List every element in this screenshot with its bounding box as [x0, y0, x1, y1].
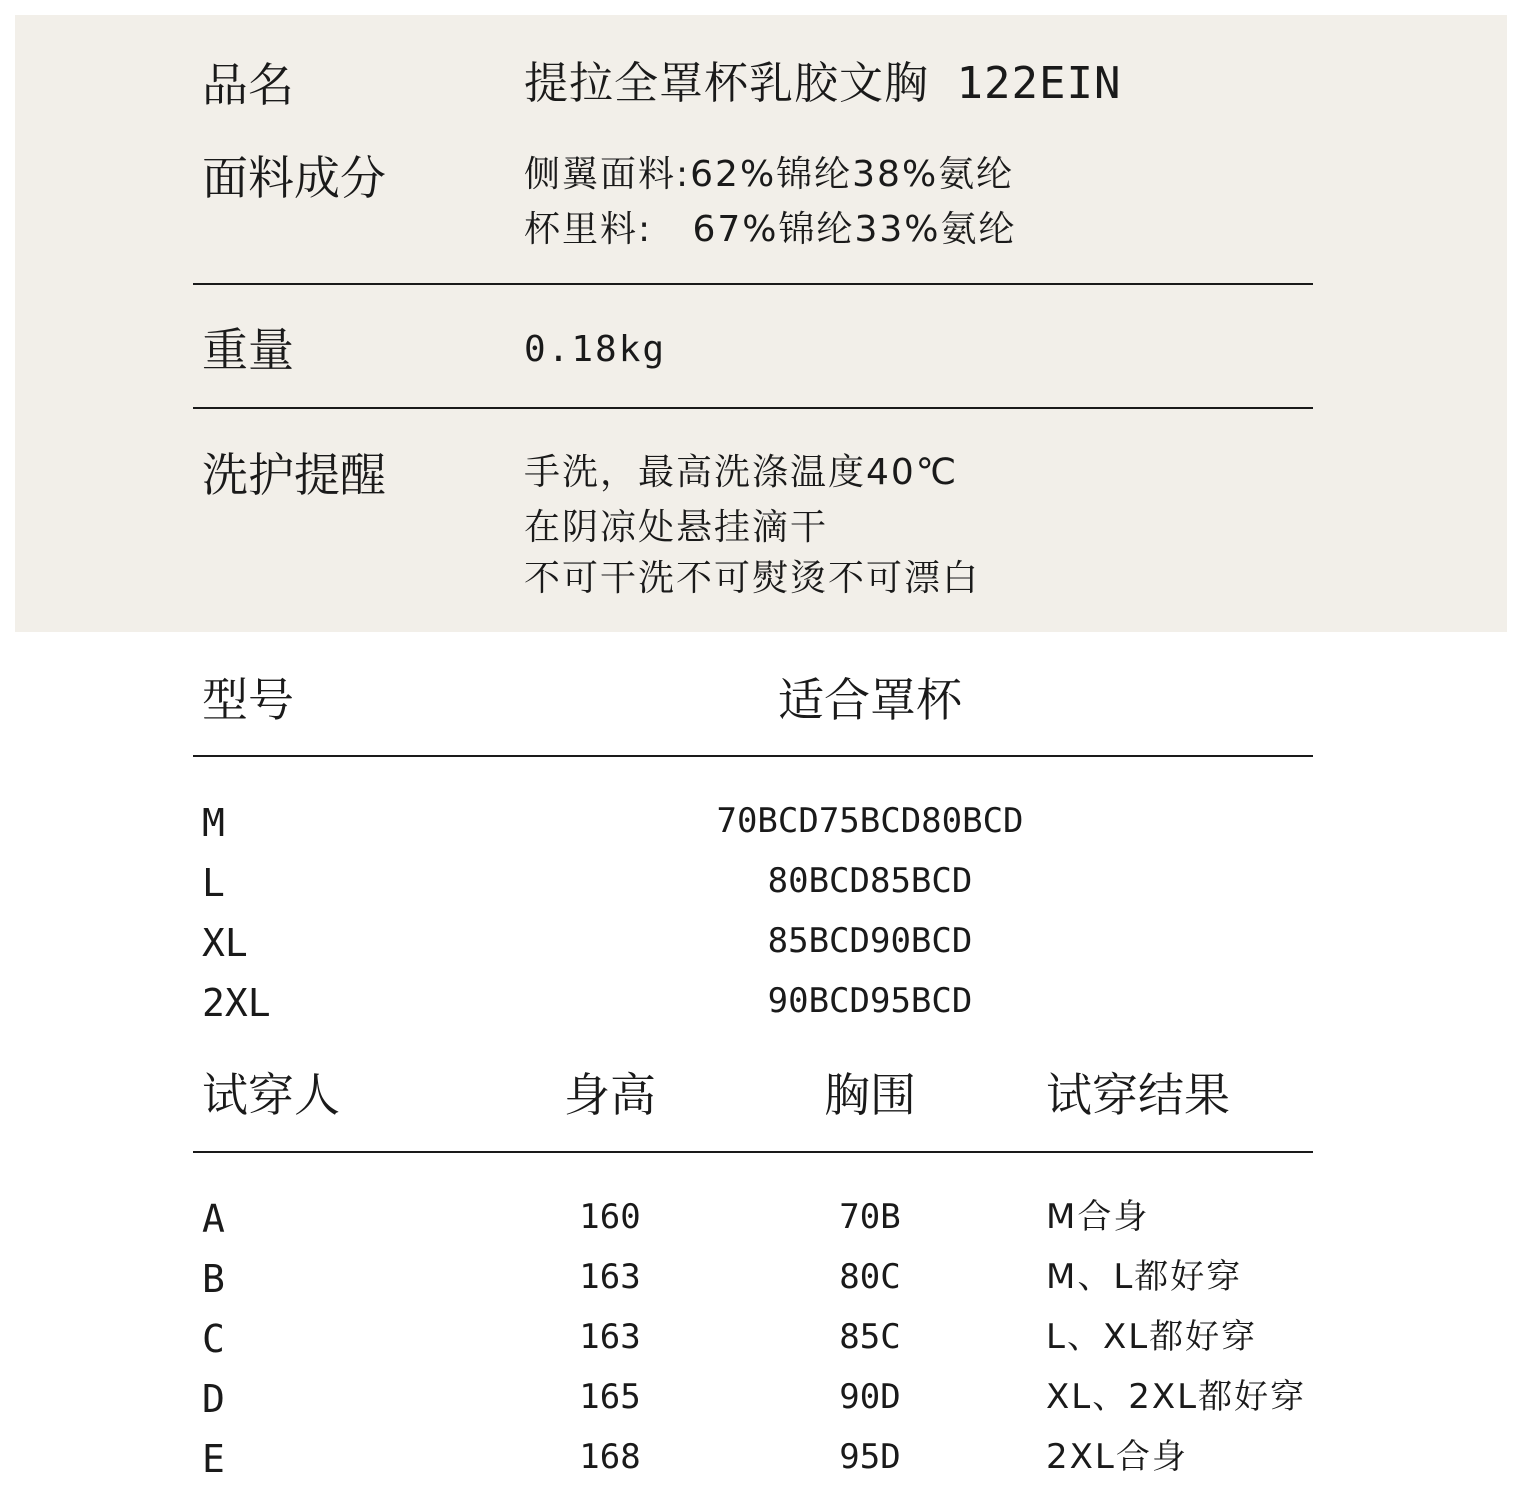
trial-col-header-bust: 胸围: [824, 1068, 916, 1122]
care-line-3: 不可干洗不可熨烫不可漂白: [524, 558, 981, 599]
size-row-size: 2XL: [202, 981, 271, 1025]
size-col-header-cup: 适合罩杯: [778, 673, 962, 727]
fabric-line-2: 杯里料: 67%锦纶33%氨纶: [524, 209, 1017, 250]
trial-row-height: 163: [579, 1317, 641, 1357]
divider: [193, 407, 1313, 409]
trial-row-person: B: [202, 1257, 225, 1301]
size-row-size: L: [202, 861, 225, 905]
size-row-cups: 85BCD90BCD: [767, 921, 973, 961]
trial-row-bust: 90D: [839, 1377, 901, 1417]
product-name-value: 提拉全罩杯乳胶文胸 122EIN: [524, 58, 1122, 109]
size-row-size: M: [202, 801, 225, 845]
trial-row-person: E: [202, 1437, 225, 1481]
trial-row-height: 165: [579, 1377, 641, 1417]
size-col-header-model: 型号: [202, 673, 294, 727]
size-row-cups: 90BCD95BCD: [767, 981, 973, 1021]
trial-row-person: C: [202, 1317, 225, 1361]
divider: [193, 1151, 1313, 1153]
trial-row-person: D: [202, 1377, 225, 1421]
weight-value: 0.18kg: [524, 329, 667, 370]
trial-row-result: L、XL都好穿: [1046, 1317, 1258, 1357]
size-row-size: XL: [202, 921, 248, 965]
trial-col-header-result: 试穿结果: [1046, 1068, 1230, 1122]
fabric-line-1: 侧翼面料:62%锦纶38%氨纶: [524, 154, 1015, 195]
trial-row-result: M、L都好穿: [1046, 1257, 1243, 1297]
trial-row-height: 168: [579, 1437, 641, 1477]
fabric-label: 面料成分: [202, 151, 386, 205]
trial-row-bust: 70B: [839, 1197, 901, 1237]
care-line-2: 在阴凉处悬挂滴干: [524, 507, 829, 548]
trial-row-bust: 85C: [839, 1317, 901, 1357]
trial-row-height: 163: [579, 1257, 641, 1297]
care-label: 洗护提醒: [202, 448, 386, 502]
divider: [193, 755, 1313, 757]
divider: [193, 283, 1313, 285]
trial-row-result: M合身: [1046, 1197, 1150, 1237]
trial-row-result: XL、2XL都好穿: [1046, 1377, 1307, 1417]
product-name-label: 品名: [202, 58, 294, 112]
size-row-cups: 80BCD85BCD: [767, 861, 973, 901]
trial-col-header-person: 试穿人: [202, 1068, 340, 1122]
trial-row-person: A: [202, 1197, 225, 1241]
care-line-1: 手洗，最高洗涤温度40℃: [524, 452, 959, 493]
trial-row-bust: 80C: [839, 1257, 901, 1297]
trial-col-header-height: 身高: [564, 1068, 656, 1122]
size-row-cups: 70BCD75BCD80BCD: [716, 801, 1024, 841]
trial-row-bust: 95D: [839, 1437, 901, 1477]
weight-label: 重量: [202, 323, 294, 377]
trial-row-height: 160: [579, 1197, 641, 1237]
trial-row-result: 2XL合身: [1046, 1437, 1188, 1477]
